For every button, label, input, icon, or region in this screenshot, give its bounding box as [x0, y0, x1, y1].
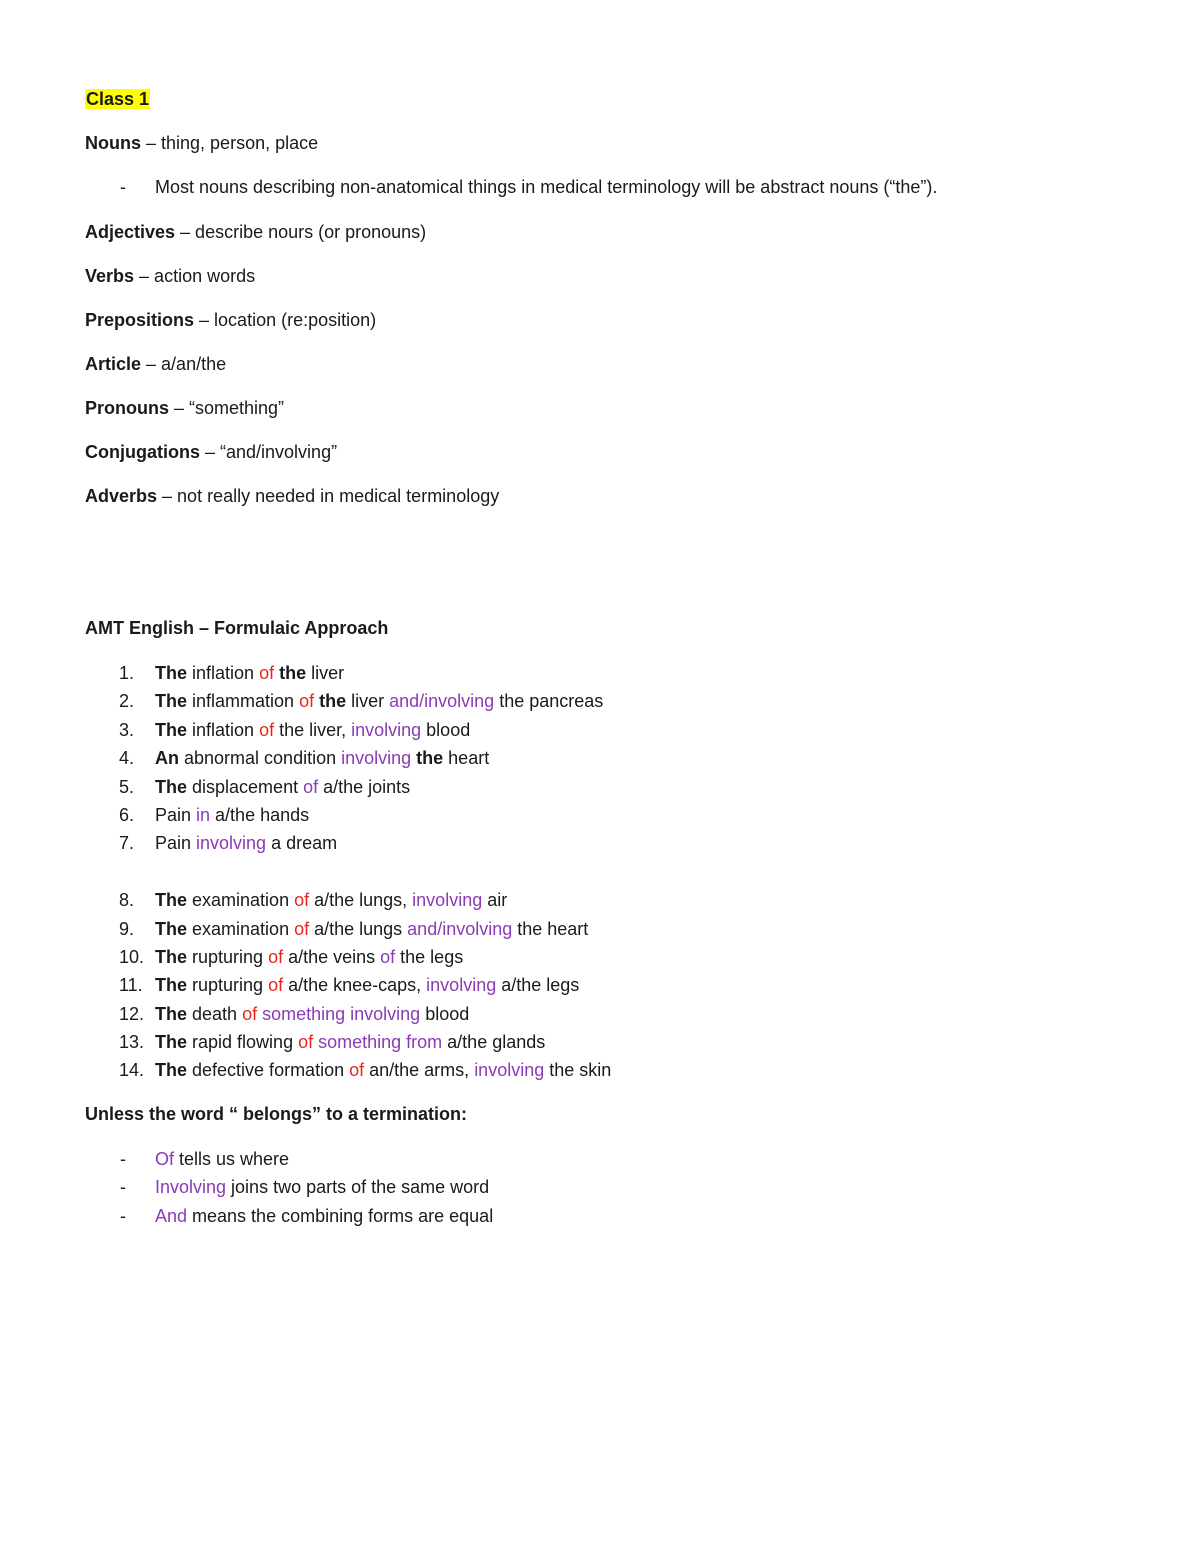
preposition-word: of — [259, 719, 275, 740]
phrase-text: inflation — [187, 719, 260, 740]
list-number: 11. — [119, 975, 143, 996]
list-item — [85, 915, 1125, 943]
phrase-text: The — [155, 918, 188, 939]
list-item — [85, 1056, 1125, 1084]
connector-word: involving — [196, 833, 267, 854]
phrase-text: the — [279, 663, 307, 683]
phrase-text: blood — [421, 719, 471, 740]
pos-term: Article — [85, 354, 142, 374]
phrase-text: a/the glands — [442, 1032, 546, 1053]
pos-term: Pronouns — [85, 398, 169, 418]
phrase-text: defective formation — [187, 1060, 350, 1081]
list-number: 14. — [119, 1060, 145, 1081]
pos-term: Nouns — [85, 133, 141, 153]
phrase-text: The — [155, 719, 188, 740]
phrase-text: the liver, — [274, 719, 352, 740]
preposition-word: of — [294, 918, 310, 939]
rule-text: joins two parts of the same word — [226, 1177, 490, 1198]
pos-prepositions — [85, 307, 1125, 351]
connector-word: and/involving — [407, 918, 513, 939]
phrase-text: The — [155, 1032, 188, 1053]
pos-nouns — [85, 130, 1125, 174]
phrase-text: abnormal condition — [179, 748, 342, 769]
list-number: 10. — [119, 946, 145, 967]
connector-word: and/involving — [389, 691, 495, 712]
phrase-text: a/the lungs, — [309, 890, 413, 911]
rule-keyword: Involving — [155, 1177, 227, 1198]
list-item — [85, 744, 1125, 772]
pos-definition: – “and/involving” — [200, 442, 338, 462]
pos-term: Conjugations — [85, 442, 200, 462]
list-number: 3. — [119, 719, 135, 740]
phrase-text: The — [155, 663, 188, 683]
pos-term: Adverbs — [85, 486, 158, 506]
dash-bullet: - — [120, 1205, 126, 1226]
pos-term: Prepositions — [85, 310, 195, 330]
phrase-text: The — [155, 946, 188, 967]
list-item — [85, 971, 1125, 999]
list-item — [85, 659, 1125, 687]
connector-word: involving — [474, 1060, 545, 1081]
phrase-text: an/the arms, — [364, 1060, 475, 1081]
preposition-word: of — [294, 890, 310, 911]
nouns-note — [85, 174, 1125, 219]
pos-verbs — [85, 263, 1125, 307]
list-number: 4. — [119, 748, 135, 769]
unless-title: Unless the word “ belongs” to a termination: — [85, 1103, 468, 1124]
rule-item — [85, 1173, 1125, 1201]
phrase-text: An — [155, 748, 179, 769]
list-number: 6. — [119, 804, 135, 825]
list-number: 5. — [119, 776, 135, 797]
rule-keyword: And — [155, 1205, 188, 1226]
pos-definition: – describe nours (or pronouns) — [175, 222, 427, 242]
phrase-text: the pancreas — [494, 691, 604, 712]
phrase-text: a/the legs — [496, 975, 580, 996]
connector-word: involving — [341, 748, 412, 769]
pos-definition: – action words — [134, 266, 256, 286]
list-number: 9. — [119, 918, 135, 939]
phrase-text: examination — [187, 918, 295, 939]
preposition-word: of — [242, 1003, 258, 1024]
phrase-text: The — [155, 691, 188, 712]
rule-text: tells us where — [174, 1148, 290, 1169]
rule-item — [85, 1145, 1125, 1173]
connector-word: involving — [412, 890, 483, 911]
phrase-text: examination — [187, 890, 295, 911]
phrase-text: inflation — [187, 663, 260, 683]
rule-text: means the combining forms are equal — [187, 1205, 494, 1226]
phrase-text: a/the veins — [283, 946, 381, 967]
phrase-text: the heart — [512, 918, 589, 939]
class-heading-line — [85, 86, 1125, 130]
preposition-word: of — [298, 1032, 314, 1053]
class-heading: Class 1 — [86, 89, 150, 109]
formula-list — [85, 659, 1125, 1085]
phrase-text: inflammation — [187, 691, 300, 712]
list-number: 2. — [119, 691, 135, 712]
phrase-text: the legs — [395, 946, 464, 967]
list-number: 12. — [119, 1003, 145, 1024]
connector-word: involving — [426, 975, 497, 996]
rule-item — [85, 1202, 1125, 1230]
phrase-text: rupturing — [187, 946, 269, 967]
phrase-text: the skin — [544, 1060, 612, 1081]
list-item — [85, 829, 1125, 857]
preposition-word: of — [268, 946, 284, 967]
phrase-text: Pain — [155, 833, 197, 854]
connector-word: something from — [318, 1032, 443, 1053]
section-spacer — [85, 527, 1125, 615]
phrase-text: blood — [420, 1003, 470, 1024]
phrase-text: a/the hands — [210, 804, 310, 825]
phrase-text: liver — [346, 691, 390, 712]
nouns-note-text: Most nouns describing non-anatomical things in medical terminology will be abstract nouns (“the”). — [155, 177, 938, 197]
phrase-text: a/the knee-caps, — [283, 975, 427, 996]
list-item — [85, 716, 1125, 744]
list-number: 13. — [119, 1032, 145, 1053]
phrase-text: The — [155, 1060, 188, 1081]
pos-conjugations — [85, 439, 1125, 483]
list-item — [85, 886, 1125, 914]
preposition-word: of — [259, 663, 275, 683]
preposition-word: of — [349, 1060, 365, 1081]
phrase-text: The — [155, 1003, 188, 1024]
approach-title: AMT English – Formulaic Approach — [85, 618, 389, 638]
dash-bullet: - — [120, 1177, 126, 1198]
list-item — [85, 1028, 1125, 1056]
connector-word: of — [380, 946, 396, 967]
pos-term: Verbs — [85, 266, 135, 286]
pos-adverbs — [85, 483, 1125, 527]
pos-pronouns — [85, 395, 1125, 439]
pos-definition: – thing, person, place — [141, 133, 319, 153]
list-item — [85, 943, 1125, 971]
phrase-text: a/the lungs — [309, 918, 408, 939]
phrase-text: air — [482, 890, 508, 911]
rules-list — [85, 1145, 1125, 1230]
phrase-text: The — [155, 975, 188, 996]
phrase-text: the — [416, 748, 444, 769]
list-item — [85, 801, 1125, 829]
connector-word: something involving — [262, 1003, 421, 1024]
list-number: 1. — [119, 663, 135, 683]
connector-word: in — [196, 804, 211, 825]
phrase-text: Pain — [155, 804, 197, 825]
dash-bullet: - — [120, 1148, 126, 1169]
phrase-text: The — [155, 890, 188, 911]
section-spacer — [85, 1085, 1125, 1101]
dash-bullet: - — [120, 177, 126, 197]
pos-term: Adjectives — [85, 222, 176, 242]
phrase-text: a dream — [266, 833, 338, 854]
phrase-text: rupturing — [187, 975, 269, 996]
list-number: 8. — [119, 890, 135, 911]
preposition-word: of — [299, 691, 315, 712]
pos-definition: – location (re:position) — [194, 310, 377, 330]
phrase-text: heart — [443, 748, 490, 769]
pos-definition: – “something” — [169, 398, 285, 418]
phrase-text: the — [319, 691, 347, 712]
pos-definition: – a/an/the — [141, 354, 227, 374]
list-gap — [85, 858, 1125, 886]
list-number: 7. — [119, 833, 135, 854]
document-page — [85, 86, 1125, 1230]
phrase-text: rapid flowing — [187, 1032, 299, 1053]
phrase-text: displacement — [187, 776, 304, 797]
pos-article — [85, 351, 1125, 395]
connector-word: involving — [351, 719, 422, 740]
phrase-text: liver — [306, 663, 345, 683]
list-item — [85, 1000, 1125, 1028]
list-item — [85, 773, 1125, 801]
rule-keyword: Of — [155, 1148, 175, 1169]
connector-word: of — [303, 776, 319, 797]
pos-definition: – not really needed in medical terminology — [157, 486, 500, 506]
phrase-text: The — [155, 776, 188, 797]
list-item — [85, 687, 1125, 715]
pos-adjectives — [85, 219, 1125, 263]
phrase-text: a/the joints — [318, 776, 411, 797]
phrase-text: death — [187, 1003, 243, 1024]
preposition-word: of — [268, 975, 284, 996]
